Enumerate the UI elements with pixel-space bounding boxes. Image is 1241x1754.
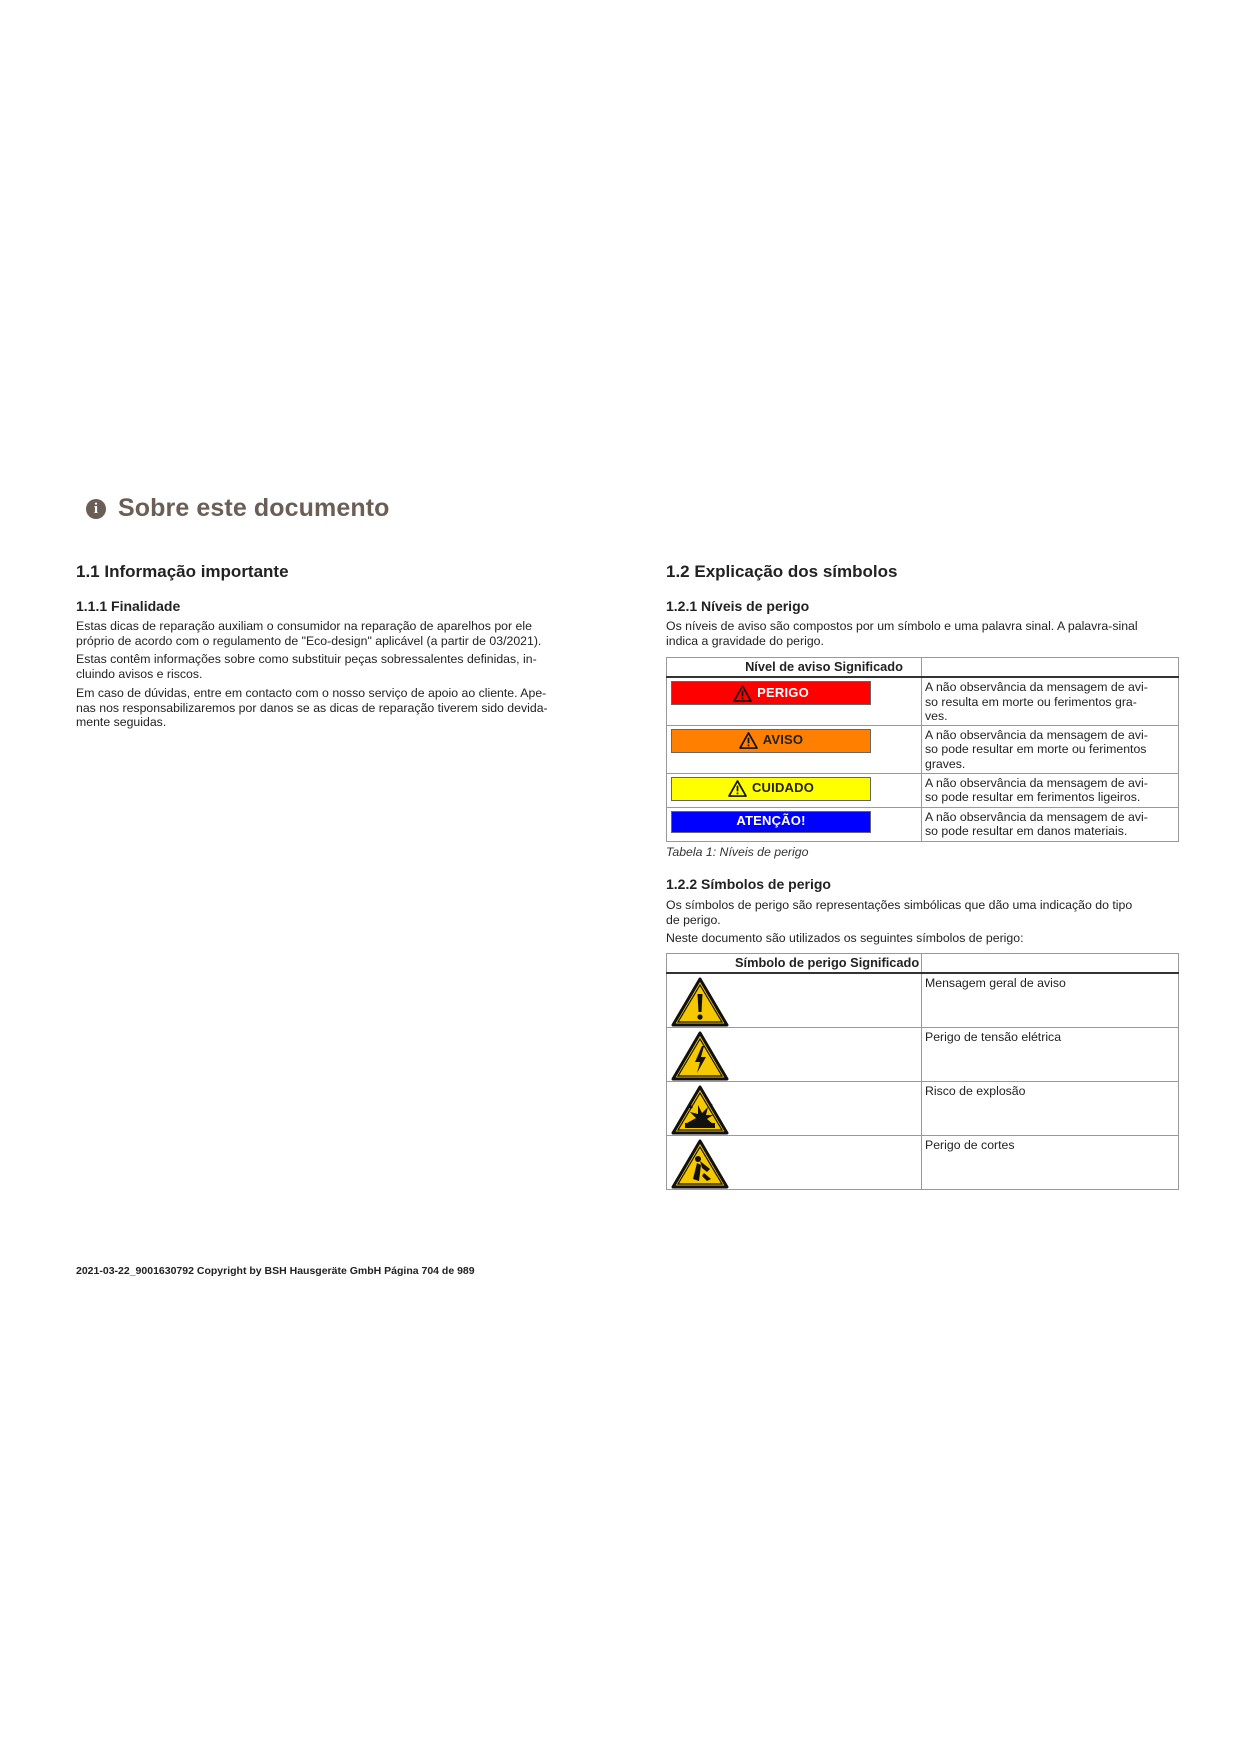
table-header: Nível de aviso Significado (667, 658, 922, 678)
signal-word-atencao: ATENÇÃO! (671, 811, 871, 833)
table-header: Símbolo de perigo Significado (667, 954, 922, 974)
danger-levels-table (666, 657, 1179, 842)
danger-symbols-table (666, 953, 1179, 1190)
info-icon: i (86, 499, 106, 519)
table-row (667, 973, 1179, 1028)
table-header-row (667, 954, 1179, 974)
table-row (667, 725, 1179, 773)
table-row (667, 1082, 1179, 1136)
general-warning-icon (671, 977, 729, 1027)
subsection-title-danger-levels: 1.2.1 Níveis de perigo (666, 598, 810, 614)
electric-voltage-icon (671, 1031, 729, 1081)
warning-triangle-icon (733, 685, 752, 702)
warning-triangle-icon (739, 732, 758, 749)
paragraph-purpose-1: Estas dicas de reparação auxiliam o consumidor na reparação de aparelhos por ele próprio de acordo com o regulamento de "Eco-design" aplicável (a partir de 03/2021). (76, 619, 542, 648)
meaning-atencao: A não observância da mensagem de avi- so pode resultar em danos materiais. (922, 807, 1179, 841)
meaning-explosion-risk: Risco de explosão (922, 1082, 1179, 1136)
subsection-title-danger-symbols: 1.2.2 Símbolos de perigo (666, 876, 831, 892)
signal-word-perigo: PERIGO (671, 681, 871, 705)
table-row (667, 807, 1179, 841)
subsection-title-purpose: 1.1.1 Finalidade (76, 598, 181, 614)
table-header-empty (922, 954, 1179, 974)
meaning-general-warning: Mensagem geral de aviso (922, 973, 1179, 1028)
paragraph-purpose-3: Em caso de dúvidas, entre em contacto com o nosso serviço de apoio ao cliente. Ape- nas nos responsabilizaremos por danos se as dicas de reparação tiverem sido devida- mente seguidas. (76, 686, 548, 730)
table-row (667, 1136, 1179, 1190)
table-header-row (667, 658, 1179, 678)
paragraph-danger-levels-intro: Os níveis de aviso são compostos por um símbolo e uma palavra sinal. A palavra-sinal indica a gravidade do perigo. (666, 619, 1138, 648)
page-footer: 2021-03-22_9001630792 Copyright by BSH Hausgeräte GmbH Página 704 de 989 (76, 1265, 475, 1277)
table-header-empty (922, 658, 1179, 678)
paragraph-danger-symbols-list: Neste documento são utilizados os seguintes símbolos de perigo: (666, 931, 1024, 945)
section-title-symbols: 1.2 Explicação dos símbolos (666, 562, 898, 581)
meaning-perigo: A não observância da mensagem de avi- so resulta em morte ou ferimentos gra- ves. (922, 677, 1179, 725)
meaning-electric-voltage: Perigo de tensão elétrica (922, 1028, 1179, 1082)
meaning-aviso: A não observância da mensagem de avi- so pode resultar em morte ou ferimentos graves. (922, 725, 1179, 773)
signal-word-cuidado: CUIDADO (671, 777, 871, 801)
table-row (667, 773, 1179, 807)
paragraph-purpose-2: Estas contêm informações sobre como substituir peças sobressalentes definidas, in- cluindo avisos e riscos. (76, 652, 537, 681)
warning-triangle-icon (728, 780, 747, 797)
paragraph-danger-symbols-intro: Os símbolos de perigo são representações simbólicas que dão uma indicação do tipo de perigo. (666, 898, 1133, 927)
table-caption-danger-levels: Tabela 1: Níveis de perigo (666, 845, 809, 859)
section-title-important-info: 1.1 Informação importante (76, 562, 289, 581)
chapter-heading (86, 494, 390, 523)
meaning-cuidado: A não observância da mensagem de avi- so pode resultar em ferimentos ligeiros. (922, 773, 1179, 807)
table-row (667, 677, 1179, 725)
explosion-risk-icon (671, 1085, 729, 1135)
cut-hazard-icon (671, 1139, 729, 1189)
chapter-title: Sobre este documento (118, 494, 390, 522)
meaning-cut-hazard: Perigo de cortes (922, 1136, 1179, 1190)
signal-word-aviso: AVISO (671, 729, 871, 753)
table-row (667, 1028, 1179, 1082)
